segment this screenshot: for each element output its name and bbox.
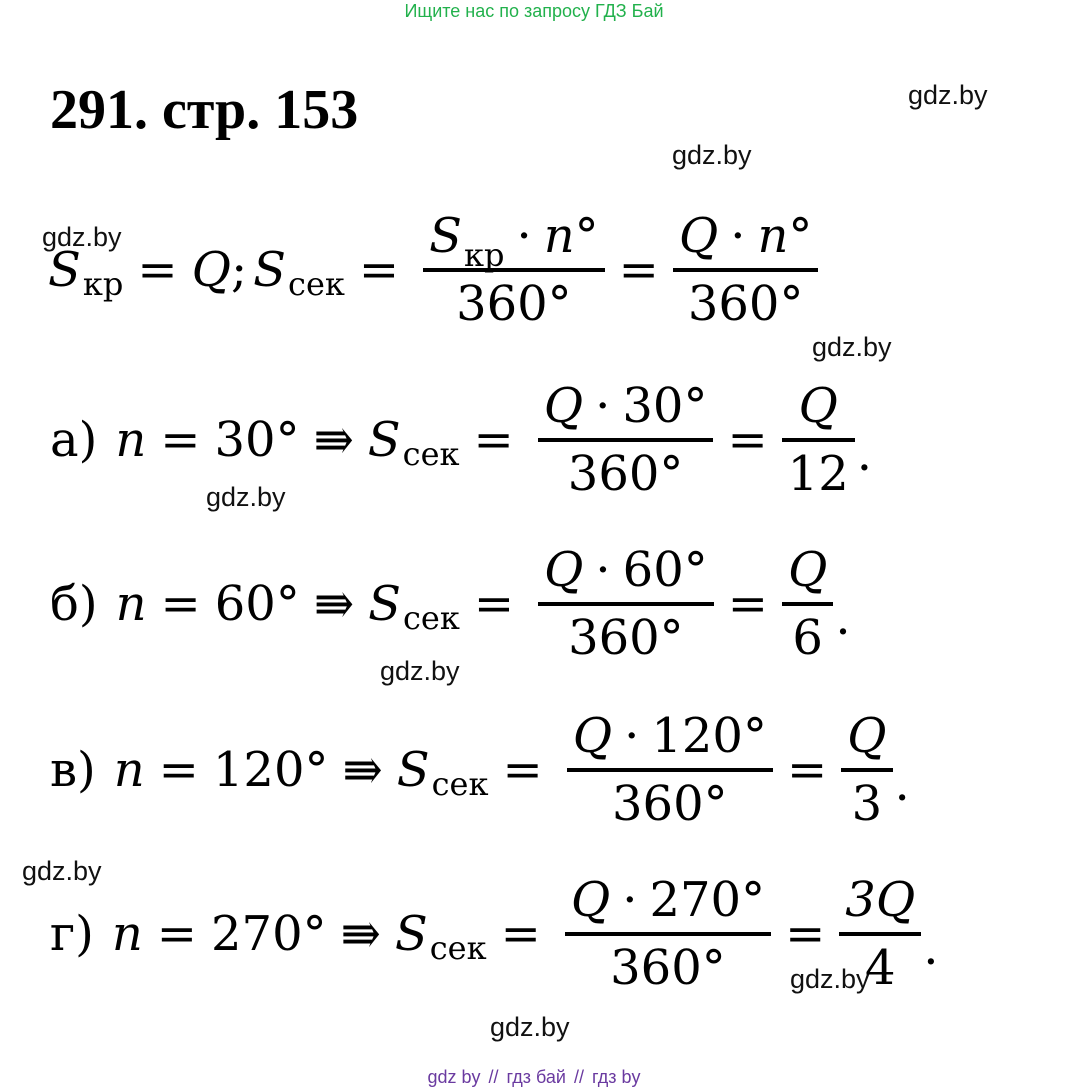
footer xyxy=(0,1066,1068,1088)
item-label: г) xyxy=(50,906,94,962)
period: . xyxy=(894,756,910,812)
period: . xyxy=(856,426,873,482)
symbol-n: n xyxy=(115,576,147,632)
symbol-q: Q xyxy=(191,242,231,298)
watermark: gdz.by xyxy=(672,140,752,170)
symbol-n: n xyxy=(113,742,145,798)
equals-sign: = xyxy=(160,412,201,468)
dot-operator: · xyxy=(595,542,611,598)
solution-row xyxy=(50,872,939,996)
footer-separator: // xyxy=(488,1067,499,1087)
implies-arrow: ⇛ xyxy=(340,906,381,962)
watermark: gdz.by xyxy=(908,80,988,110)
main-formula xyxy=(48,208,828,332)
symbol-n-deg: n° xyxy=(757,208,813,264)
subscript-kr: кр xyxy=(463,236,505,274)
page-title: 291. стр. 153 xyxy=(50,79,359,141)
equals-sign: = xyxy=(158,742,199,798)
n-value: 120° xyxy=(212,742,329,798)
symbol-s: S xyxy=(48,242,81,298)
footer-separator: // xyxy=(574,1067,585,1087)
equals-sign: = xyxy=(618,242,659,298)
subscript-sek: сек xyxy=(402,435,460,473)
n-value: 60° xyxy=(214,576,300,632)
watermark: gdz.by xyxy=(22,856,102,886)
equals-sign: = xyxy=(156,906,198,962)
angle-value: 270° xyxy=(649,872,766,928)
symbol-q: Q xyxy=(544,542,584,598)
symbol-s: S xyxy=(368,576,401,632)
symbol-q: Q xyxy=(570,872,611,928)
result-numerator: Q xyxy=(847,708,887,764)
item-label: а) xyxy=(50,412,98,468)
result-numerator: Q xyxy=(787,542,828,598)
result-fraction xyxy=(782,378,855,502)
subscript-sek: сек xyxy=(402,599,460,637)
fraction-numerator xyxy=(423,208,605,274)
period: . xyxy=(835,590,851,646)
watermark: gdz.by xyxy=(790,964,870,994)
angle-value: 30° xyxy=(622,378,708,434)
watermark: gdz.by xyxy=(812,332,892,362)
symbol-s: S xyxy=(429,208,462,264)
fraction xyxy=(565,872,771,996)
equals-sign: = xyxy=(502,742,543,798)
result-numerator: Q xyxy=(798,378,838,434)
fraction-numerator xyxy=(538,378,714,438)
watermark: gdz.by xyxy=(380,656,460,686)
item-label: в) xyxy=(50,742,96,798)
equals-sign: = xyxy=(785,906,826,962)
solution-row xyxy=(50,378,873,502)
equals-sign: = xyxy=(473,576,515,632)
result-numerator: 3Q xyxy=(845,872,916,928)
result-denominator: 6 xyxy=(792,610,823,666)
implies-arrow: ⇛ xyxy=(313,412,354,468)
n-value: 270° xyxy=(211,906,327,962)
fraction-denominator: 360° xyxy=(456,276,572,332)
watermark: gdz.by xyxy=(490,1012,570,1042)
fraction xyxy=(538,378,714,502)
fraction-numerator xyxy=(565,872,771,932)
symbol-s: S xyxy=(394,906,428,962)
subscript-sek: сек xyxy=(429,929,487,967)
result-fraction xyxy=(839,872,921,996)
dot-operator: · xyxy=(624,708,640,764)
fraction-denominator: 360° xyxy=(612,776,728,832)
watermark: gdz.by xyxy=(42,222,122,252)
solution-row xyxy=(50,708,910,832)
footer-link-gdz-by-2[interactable]: гдз by xyxy=(592,1067,641,1087)
equals-sign: = xyxy=(160,576,201,632)
subscript-sek: сек xyxy=(288,265,345,303)
solution-row xyxy=(50,542,851,666)
result-denominator: 12 xyxy=(787,446,849,502)
result-denominator: 4 xyxy=(864,940,896,996)
equals-sign: = xyxy=(786,742,828,798)
symbol-q: Q xyxy=(678,208,719,264)
symbol-q: Q xyxy=(572,708,613,764)
symbol-n-deg: n° xyxy=(543,208,599,264)
watermark: gdz.by xyxy=(206,482,286,512)
fraction xyxy=(673,208,819,332)
equals-sign: = xyxy=(500,906,541,962)
top-banner: Ищите нас по запросу ГДЗ Бай xyxy=(404,1,664,21)
fraction-denominator: 360° xyxy=(687,276,804,332)
equals-sign: = xyxy=(137,242,178,298)
result-fraction xyxy=(782,542,833,666)
fraction xyxy=(567,708,773,832)
fraction-numerator xyxy=(673,208,819,268)
equals-sign: = xyxy=(358,242,400,298)
implies-arrow: ⇛ xyxy=(342,742,383,798)
fraction xyxy=(538,542,714,666)
footer-link-gdz-by[interactable]: gdz by xyxy=(427,1067,481,1087)
symbol-q: Q xyxy=(543,378,584,434)
subscript-kr: кр xyxy=(82,265,124,303)
equals-sign: = xyxy=(727,412,768,468)
dot-operator: · xyxy=(730,208,746,264)
footer-link-gdz-bai[interactable]: гдз бай xyxy=(506,1067,566,1087)
subscript-sek: сек xyxy=(431,765,489,803)
n-value: 30° xyxy=(214,412,300,468)
symbol-s: S xyxy=(367,412,401,468)
dot-operator: · xyxy=(622,872,638,928)
symbol-s: S xyxy=(253,242,287,298)
fraction-denominator: 360° xyxy=(568,610,684,666)
result-denominator: 3 xyxy=(851,776,883,832)
semicolon: ; xyxy=(230,242,248,298)
angle-value: 120° xyxy=(651,708,767,764)
item-label: б) xyxy=(50,576,98,632)
result-fraction xyxy=(841,708,892,832)
symbol-n: n xyxy=(115,412,147,468)
symbol-n: n xyxy=(111,906,143,962)
period: . xyxy=(923,920,939,976)
symbol-s: S xyxy=(396,742,430,798)
equals-sign: = xyxy=(473,412,514,468)
implies-arrow: ⇛ xyxy=(313,576,355,632)
fraction xyxy=(423,208,605,332)
fraction-numerator xyxy=(538,542,714,602)
fraction-denominator: 360° xyxy=(610,940,726,996)
angle-value: 60° xyxy=(622,542,708,598)
fraction-denominator: 360° xyxy=(567,446,684,502)
dot-operator: · xyxy=(595,378,611,434)
dot-operator: · xyxy=(516,208,532,264)
equals-sign: = xyxy=(727,576,768,632)
fraction-numerator xyxy=(567,708,773,768)
